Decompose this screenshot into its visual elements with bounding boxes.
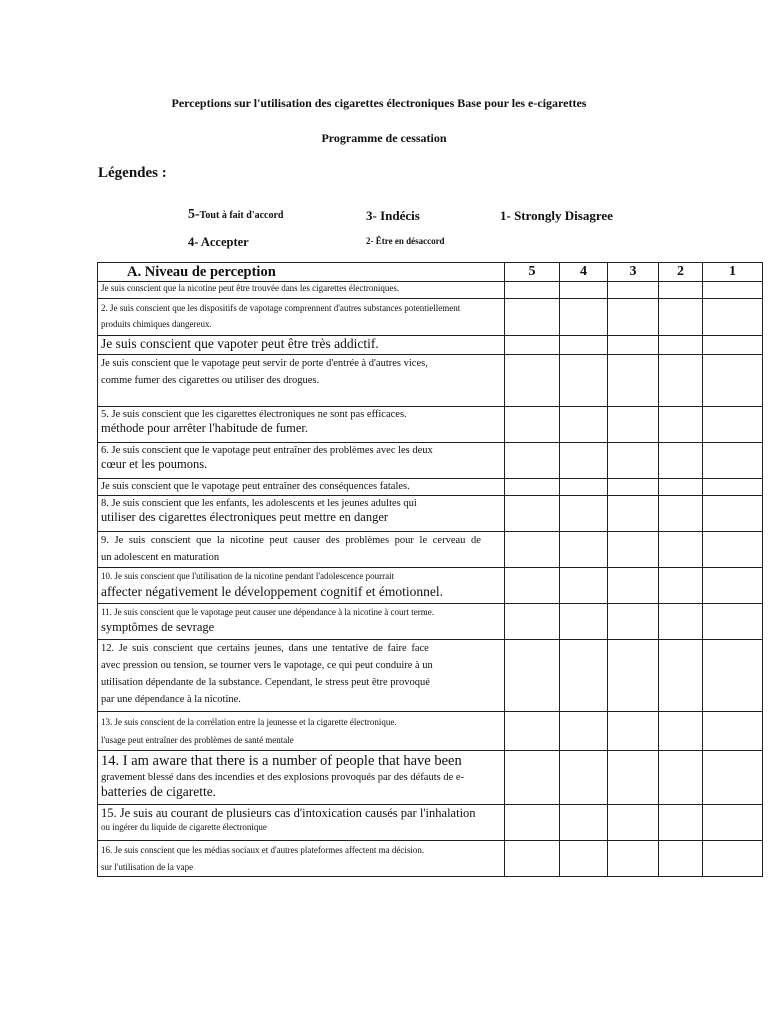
rating-cell-2[interactable] — [659, 751, 703, 805]
statement-text-cont: symptômes de sevrage — [101, 619, 215, 634]
rating-cell-2[interactable] — [659, 442, 703, 478]
rating-cell-4[interactable] — [560, 712, 608, 751]
rating-cell-3[interactable] — [608, 751, 659, 805]
statement-cell — [98, 406, 505, 442]
statement-text: 12. Je suis conscient que certains jeunes, dans une tentative de faire face — [101, 643, 429, 655]
statement-cell — [98, 751, 505, 805]
page-subtitle: Programme de cessation — [321, 131, 447, 145]
rating-cell-1[interactable] — [703, 442, 763, 478]
statement-cell — [98, 805, 505, 841]
rating-cell-1[interactable] — [703, 805, 763, 841]
statement-cell — [98, 282, 505, 299]
table-row — [98, 568, 763, 604]
rating-cell-4[interactable] — [560, 495, 608, 531]
statement-cell — [98, 712, 505, 751]
rating-cell-1[interactable] — [703, 751, 763, 805]
table-row — [98, 336, 763, 355]
statement-text: 11. Je suis conscient que le vapotage peut causer une dépendance à la nicotine à court terme. — [101, 607, 435, 618]
rating-cell-3[interactable] — [608, 604, 659, 640]
statement-cell — [98, 442, 505, 478]
rating-cell-5[interactable] — [505, 442, 560, 478]
section-heading: A. Niveau de perception — [98, 263, 505, 282]
perception-table — [97, 262, 763, 877]
rating-cell-2[interactable] — [659, 531, 703, 568]
column-header-2: 2 — [659, 263, 703, 282]
column-header-4: 4 — [560, 263, 608, 282]
rating-cell-3[interactable] — [608, 478, 659, 495]
rating-cell-4[interactable] — [560, 442, 608, 478]
rating-cell-2[interactable] — [659, 406, 703, 442]
statement-text-cont: produits chimiques dangereux. — [101, 319, 212, 330]
rating-cell-4[interactable] — [560, 841, 608, 876]
rating-cell-2[interactable] — [659, 568, 703, 604]
rating-cell-4[interactable] — [560, 336, 608, 355]
statement-cell — [98, 604, 505, 640]
table-row — [98, 406, 763, 442]
rating-cell-5[interactable] — [505, 604, 560, 640]
statement-cell — [98, 299, 505, 336]
rating-cell-5[interactable] — [505, 640, 560, 712]
statement-text: 10. Je suis conscient que l'utilisation de la nicotine pendant l'adolescence pourrait — [101, 571, 395, 582]
rating-cell-4[interactable] — [560, 299, 608, 336]
rating-cell-4[interactable] — [560, 568, 608, 604]
statement-text: 6. Je suis conscient que le vapotage peut entraîner des problèmes avec les deux — [101, 444, 433, 456]
rating-cell-1[interactable] — [703, 531, 763, 568]
rating-cell-4[interactable] — [560, 751, 608, 805]
statement-text: Je suis conscient que le vapotage peut servir de porte d'entrée à d'autres vices, — [101, 357, 428, 369]
table-row — [98, 478, 763, 495]
statement-text-cont-2: utilisation dépendante de la substance. Cependant, le stress peut être provoqué — [101, 677, 430, 689]
statement-cell — [98, 336, 505, 355]
page-title: Perceptions sur l'utilisation des cigarettes électroniques Base pour les e-cigarettes — [171, 96, 587, 110]
statement-text-cont: comme fumer des cigarettes ou utiliser des drogues. — [101, 374, 320, 386]
statement-cell — [98, 531, 505, 568]
rating-cell-5[interactable] — [505, 531, 560, 568]
statement-cell — [98, 478, 505, 495]
rating-cell-3[interactable] — [608, 712, 659, 751]
statement-text: 5. Je suis conscient que les cigarettes électroniques ne sont pas efficaces. — [101, 408, 407, 420]
statement-text-cont: utiliser des cigarettes électroniques peut mettre en danger — [101, 510, 389, 524]
table-row — [98, 604, 763, 640]
statement-cell — [98, 495, 505, 531]
rating-cell-5[interactable] — [505, 354, 560, 406]
table-row — [98, 282, 763, 299]
rating-cell-4[interactable] — [560, 604, 608, 640]
rating-cell-4[interactable] — [560, 478, 608, 495]
rating-cell-4[interactable] — [560, 282, 608, 299]
rating-cell-5[interactable] — [505, 282, 560, 299]
rating-cell-4[interactable] — [560, 640, 608, 712]
rating-cell-1[interactable] — [703, 354, 763, 406]
rating-cell-3[interactable] — [608, 442, 659, 478]
rating-cell-3[interactable] — [608, 354, 659, 406]
statement-text: Je suis conscient que vapoter peut être très addictif. — [101, 336, 379, 351]
rating-cell-3[interactable] — [608, 495, 659, 531]
rating-cell-2[interactable] — [659, 805, 703, 841]
rating-cell-3[interactable] — [608, 640, 659, 712]
rating-cell-1[interactable] — [703, 712, 763, 751]
statement-text: 14. I am aware that there is a number of people that have been — [101, 753, 462, 770]
table-row — [98, 751, 763, 805]
rating-cell-5[interactable] — [505, 478, 560, 495]
legend-title: Légendes : — [98, 165, 167, 181]
rating-cell-1[interactable] — [703, 336, 763, 355]
rating-cell-2[interactable] — [659, 712, 703, 751]
legend-item-2: 2- Être en désaccord — [366, 236, 445, 246]
table-header-row — [98, 263, 763, 282]
table-row — [98, 640, 763, 712]
statement-text: 15. Je suis au courant de plusieurs cas d'intoxication causés par l'inhalation — [101, 806, 476, 821]
rating-cell-2[interactable] — [659, 282, 703, 299]
rating-cell-5[interactable] — [505, 841, 560, 876]
rating-cell-5[interactable] — [505, 495, 560, 531]
legend-5-text: Tout à fait d'accord — [199, 210, 284, 221]
statement-text: 9. Je suis conscient que la nicotine peut causer des problèmes pour le cerveau de — [101, 534, 481, 546]
statement-text-cont-2: batteries de cigarette. — [101, 783, 217, 799]
statement-text-cont: cœur et les poumons. — [101, 457, 208, 471]
rating-cell-1[interactable] — [703, 640, 763, 712]
rating-cell-3[interactable] — [608, 568, 659, 604]
rating-cell-3[interactable] — [608, 805, 659, 841]
statement-text-cont: un adolescent en maturation — [101, 551, 220, 563]
statement-text-cont: ou ingérer du liquide de cigarette électronique — [101, 822, 267, 833]
statement-text: 16. Je suis conscient que les médias sociaux et d'autres plateformes affectent ma décision. — [101, 845, 425, 856]
column-header-5: 5 — [505, 263, 560, 282]
statement-text-cont-3: par une dépendance à la nicotine. — [101, 693, 241, 705]
rating-cell-2[interactable] — [659, 299, 703, 336]
rating-cell-5[interactable] — [505, 299, 560, 336]
rating-cell-1[interactable] — [703, 299, 763, 336]
statement-text: Je suis conscient que le vapotage peut entraîner des conséquences fatales. — [101, 480, 410, 492]
rating-cell-3[interactable] — [608, 299, 659, 336]
table-row — [98, 442, 763, 478]
rating-cell-3[interactable] — [608, 336, 659, 355]
rating-cell-4[interactable] — [560, 531, 608, 568]
rating-cell-2[interactable] — [659, 354, 703, 406]
table-row — [98, 712, 763, 751]
column-header-1: 1 — [703, 263, 763, 282]
statement-text: Je suis conscient que la nicotine peut être trouvée dans les cigarettes électroniques. — [101, 283, 400, 293]
statement-text: 13. Je suis conscient de la corrélation entre la jeunesse et la cigarette électronique. — [101, 717, 397, 728]
rating-cell-1[interactable] — [703, 568, 763, 604]
rating-cell-5[interactable] — [505, 568, 560, 604]
rating-cell-5[interactable] — [505, 712, 560, 751]
statement-cell — [98, 640, 505, 712]
table-row — [98, 495, 763, 531]
legend-item-4: 4- Accepter — [188, 235, 249, 249]
rating-cell-1[interactable] — [703, 406, 763, 442]
rating-cell-2[interactable] — [659, 495, 703, 531]
rating-cell-2[interactable] — [659, 478, 703, 495]
statement-text: 2. Je suis conscient que les dispositifs de vapotage comprennent d'autres substances potentiellement — [101, 303, 461, 313]
table-row — [98, 354, 763, 406]
legend-item-3: 3- Indécis — [366, 208, 420, 223]
statement-cell — [98, 568, 505, 604]
statement-text-cont: affecter négativement le développement cognitif et émotionnel. — [101, 583, 443, 599]
legend-item-1: 1- Strongly Disagree — [500, 208, 613, 223]
rating-cell-5[interactable] — [505, 751, 560, 805]
legend-item-5 — [188, 207, 283, 223]
rating-cell-1[interactable] — [703, 478, 763, 495]
rating-cell-5[interactable] — [505, 336, 560, 355]
rating-cell-1[interactable] — [703, 495, 763, 531]
table-row — [98, 805, 763, 841]
table-row — [98, 531, 763, 568]
statement-text-cont: gravement blessé dans des incendies et des explosions provoqués par des défauts de e- — [101, 771, 465, 783]
statement-text-cont: sur l'utilisation de la vape — [101, 861, 194, 872]
rating-cell-2[interactable] — [659, 841, 703, 876]
rating-cell-3[interactable] — [608, 282, 659, 299]
rating-cell-2[interactable] — [659, 640, 703, 712]
rating-cell-3[interactable] — [608, 841, 659, 876]
rating-cell-2[interactable] — [659, 604, 703, 640]
legend-5-number: 5- — [188, 207, 200, 222]
statement-cell — [98, 354, 505, 406]
table-row — [98, 299, 763, 336]
rating-cell-3[interactable] — [608, 531, 659, 568]
rating-cell-1[interactable] — [703, 282, 763, 299]
statement-cell — [98, 841, 505, 876]
table-row — [98, 841, 763, 876]
rating-cell-1[interactable] — [703, 604, 763, 640]
rating-cell-1[interactable] — [703, 841, 763, 876]
statement-text-cont: méthode pour arrêter l'habitude de fumer. — [101, 421, 309, 435]
column-header-3: 3 — [608, 263, 659, 282]
rating-cell-5[interactable] — [505, 406, 560, 442]
statement-text: 8. Je suis conscient que les enfants, les adolescents et les jeunes adultes qui — [101, 497, 417, 509]
statement-text-cont: l'usage peut entraîner des problèmes de santé mentale — [101, 735, 294, 746]
rating-cell-4[interactable] — [560, 406, 608, 442]
statement-text-cont: avec pression ou tension, se tourner vers le vapotage, ce qui peut conduire à un — [101, 660, 433, 672]
rating-cell-5[interactable] — [505, 805, 560, 841]
rating-cell-3[interactable] — [608, 406, 659, 442]
rating-cell-4[interactable] — [560, 354, 608, 406]
rating-cell-2[interactable] — [659, 336, 703, 355]
rating-cell-4[interactable] — [560, 805, 608, 841]
